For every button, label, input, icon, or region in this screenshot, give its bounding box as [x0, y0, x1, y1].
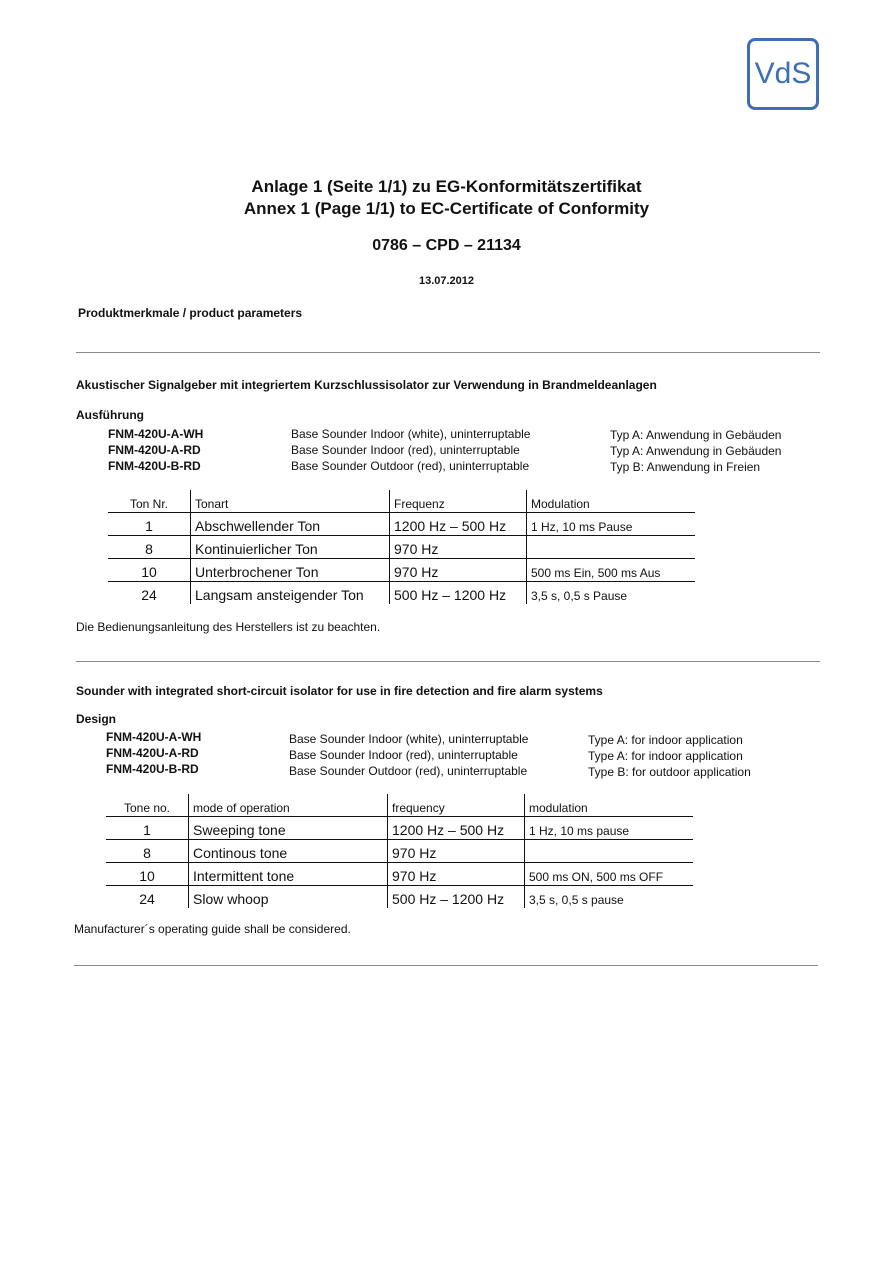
table-cell: 1 Hz, 10 ms Pause: [527, 513, 696, 536]
product-model: FNM-420U-A-WH: [108, 427, 204, 441]
table-cell: 10: [108, 559, 191, 582]
table-header-cell: Frequenz: [390, 490, 527, 513]
product-descriptions-en: [289, 731, 528, 779]
section-heading-en: Sounder with integrated short-circuit isolator for use in fire detection and fire alarm systems: [76, 684, 603, 698]
table-cell: 3,5 s, 0,5 s pause: [525, 886, 694, 909]
table-cell: Kontinuierlicher Ton: [191, 536, 390, 559]
table-cell: Langsam ansteigender Ton: [191, 582, 390, 605]
table-cell: 970 Hz: [390, 536, 527, 559]
note-de: Die Bedienungsanleitung des Herstellers ist zu beachten.: [76, 620, 381, 634]
product-model: FNM-420U-A-WH: [106, 730, 202, 744]
table-cell: 24: [108, 582, 191, 605]
note-en: Manufacturer´s operating guide shall be considered.: [74, 922, 351, 936]
product-description: Base Sounder Outdoor (red), uninterruptable: [289, 764, 528, 778]
table-header-row: [108, 490, 695, 513]
product-models-en: [106, 729, 201, 777]
section-heading-de: Akustischer Signalgeber mit integriertem Kurzschlussisolator zur Verwendung in Brandmeldeanlagen: [76, 378, 657, 392]
table-row: [106, 863, 693, 886]
table-header-row: [106, 794, 693, 817]
vds-logo: VdS: [747, 38, 819, 110]
product-type: Typ A: Anwendung in Gebäuden: [610, 444, 782, 458]
table-cell: 500 Hz – 1200 Hz: [390, 582, 527, 605]
product-parameters-label: Produktmerkmale / product parameters: [78, 306, 303, 320]
table-cell: Continous tone: [189, 840, 388, 863]
product-type: Type B: for outdoor application: [588, 765, 751, 779]
product-description: Base Sounder Indoor (white), uninterruptable: [289, 732, 529, 746]
product-type: Type A: for indoor application: [588, 733, 743, 747]
product-model: FNM-420U-A-RD: [108, 443, 201, 457]
divider: [76, 661, 820, 662]
table-row: [108, 513, 695, 536]
title-german: Anlage 1 (Seite 1/1) zu EG-Konformitätszertifikat: [251, 177, 642, 196]
table-cell: 970 Hz: [390, 559, 527, 582]
product-types-en: [588, 732, 751, 780]
table-header-cell: Tone no.: [123, 801, 171, 815]
table-header-cell: Tonart: [191, 490, 390, 513]
product-description: Base Sounder Indoor (red), uninterruptable: [289, 748, 518, 762]
product-type: Type A: for indoor application: [588, 749, 743, 763]
table-cell: 970 Hz: [388, 840, 525, 863]
table-row: [108, 536, 695, 559]
product-types-de: [610, 427, 781, 475]
product-models-de: [108, 426, 203, 474]
table-row: [106, 840, 693, 863]
table-header-cell: modulation: [525, 794, 694, 817]
table-header-cell: Modulation: [527, 490, 696, 513]
table-cell: 500 ms ON, 500 ms OFF: [525, 863, 694, 886]
table-cell: 8: [106, 840, 189, 863]
table-cell: Unterbrochener Ton: [191, 559, 390, 582]
table-cell: Slow whoop: [189, 886, 388, 909]
table-row: [108, 582, 695, 605]
tone-table-en: [106, 794, 693, 908]
product-model: FNM-420U-B-RD: [108, 459, 201, 473]
table-cell: Intermittent tone: [189, 863, 388, 886]
table-row: [106, 886, 693, 909]
product-descriptions-de: [291, 426, 530, 474]
table-row: [108, 559, 695, 582]
product-description: Base Sounder Outdoor (red), uninterruptable: [291, 459, 530, 473]
table-cell: Abschwellender Ton: [191, 513, 390, 536]
table-cell: 1200 Hz – 500 Hz: [390, 513, 527, 536]
table-cell: 1: [106, 817, 189, 840]
design-label-en: Design: [76, 712, 117, 726]
title-english: Annex 1 (Page 1/1) to EC-Certificate of Conformity: [243, 199, 650, 218]
table-cell: 10: [106, 863, 189, 886]
table-cell: 500 Hz – 1200 Hz: [388, 886, 525, 909]
divider: [74, 965, 818, 966]
table-header-cell: mode of operation: [189, 794, 388, 817]
table-cell: 500 ms Ein, 500 ms Aus: [527, 559, 696, 582]
table-cell: 3,5 s, 0,5 s Pause: [527, 582, 696, 605]
design-label-de: Ausführung: [76, 408, 144, 422]
product-model: FNM-420U-A-RD: [106, 746, 199, 760]
product-description: Base Sounder Indoor (red), uninterruptable: [291, 443, 520, 457]
table-cell: [525, 840, 694, 863]
certificate-number: 0786 – CPD – 21134: [372, 237, 521, 254]
table-cell: 1: [108, 513, 191, 536]
certificate-date: 13.07.2012: [418, 275, 475, 287]
table-cell: 1200 Hz – 500 Hz: [388, 817, 525, 840]
table-cell: 970 Hz: [388, 863, 525, 886]
table-cell: 24: [106, 886, 189, 909]
product-description: Base Sounder Indoor (white), uninterruptable: [291, 427, 531, 441]
product-model: FNM-420U-B-RD: [106, 762, 199, 776]
table-cell: Sweeping tone: [189, 817, 388, 840]
table-header-cell: frequency: [388, 794, 525, 817]
table-cell: 8: [108, 536, 191, 559]
table-row: [106, 817, 693, 840]
product-type: Typ B: Anwendung in Freien: [610, 460, 761, 474]
table-cell: 1 Hz, 10 ms pause: [525, 817, 694, 840]
table-header-cell: Ton Nr.: [129, 497, 168, 511]
table-cell: [527, 536, 696, 559]
product-type: Typ A: Anwendung in Gebäuden: [610, 428, 782, 442]
tone-table-de: [108, 490, 695, 604]
divider: [76, 352, 820, 353]
